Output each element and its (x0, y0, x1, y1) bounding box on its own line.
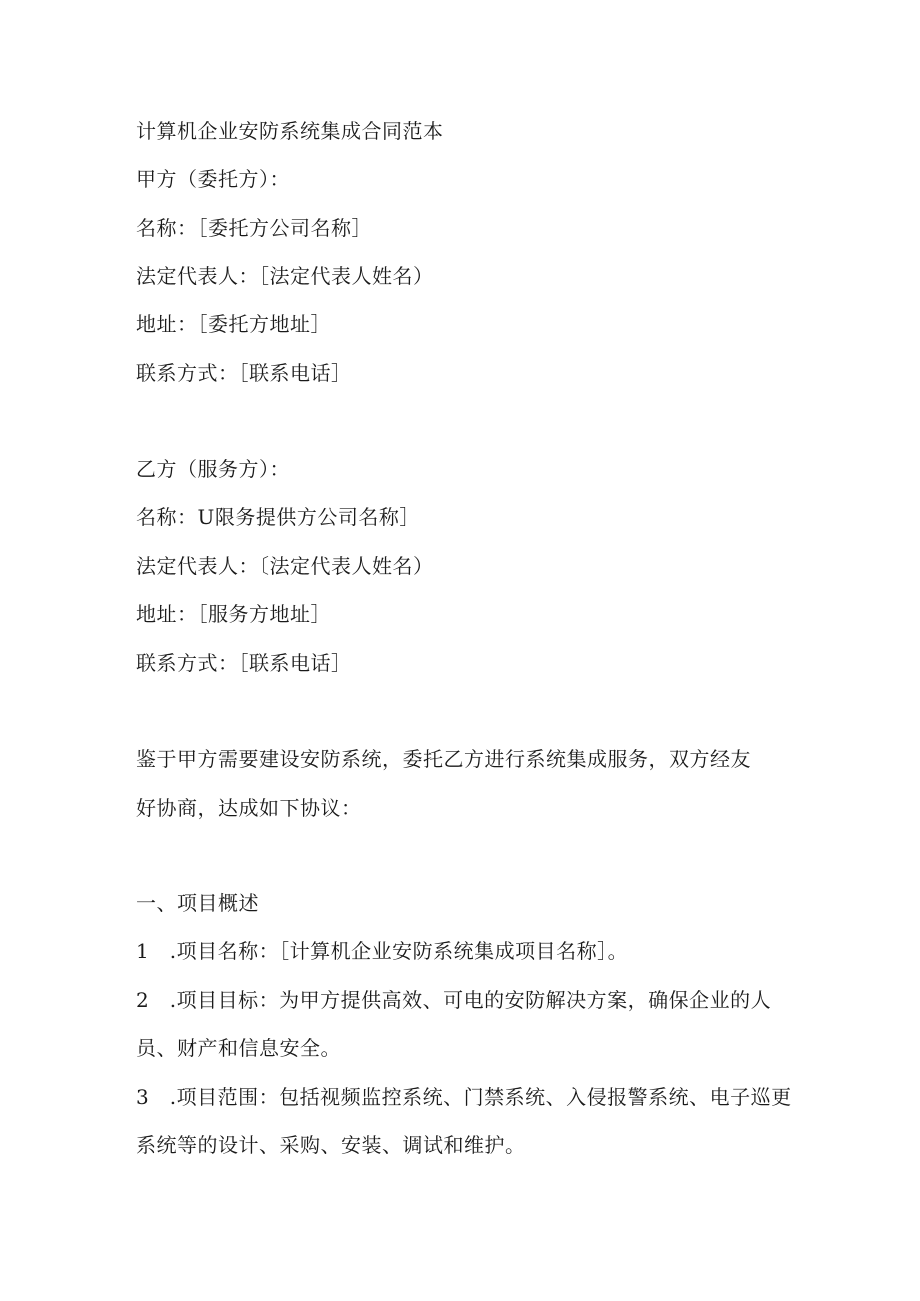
party-b-address: 地址：［服务方地址］ (136, 602, 331, 626)
party-b-contact: 联系方式：［联系电话］ (136, 651, 352, 675)
section-item-line: 2 .项目目标：为甲方提供高效、可电的安防解决方案，确保企业的人 (136, 988, 772, 1012)
party-a-contact: 联系方式：［联系电话］ (136, 361, 352, 385)
section-item-line: 员、财产和信息安全。 (136, 1036, 341, 1060)
party-b-name: 名称：U限务提供方公司名称］ (136, 505, 420, 529)
preamble-line-1: 鉴于甲方需要建设安防系统，委托乙方进行系统集成服务，双方经友 (136, 747, 751, 771)
party-a-heading: 甲方（委托方）： (136, 167, 290, 191)
party-a-legal-rep: 法定代表人：［法定代表人姓名） (136, 264, 434, 288)
preamble-line-2: 好协商，达成如下协议： (136, 796, 362, 820)
party-a-name: 名称：［委托方公司名称］ (136, 216, 372, 240)
section-item-line: 1 .项目名称：［计算机企业安防系统集成项目名称］。 (136, 939, 629, 963)
party-b-legal-rep: 法定代表人：〔法定代表人姓名） (136, 554, 434, 578)
section-item-line: 3 .项目范围：包括视频监控系统、门禁系统、入侵报警系统、电子巡更 (136, 1085, 792, 1109)
document-title: 计算机企业安防系统集成合同范本 (136, 119, 444, 143)
party-a-address: 地址：［委托方地址］ (136, 312, 331, 336)
section-heading: 一、项目概述 (136, 891, 259, 915)
section-item-line: 系统等的设计、采购、安装、调试和维护。 (136, 1133, 526, 1157)
party-b-heading: 乙方（服务方）： (136, 457, 290, 481)
